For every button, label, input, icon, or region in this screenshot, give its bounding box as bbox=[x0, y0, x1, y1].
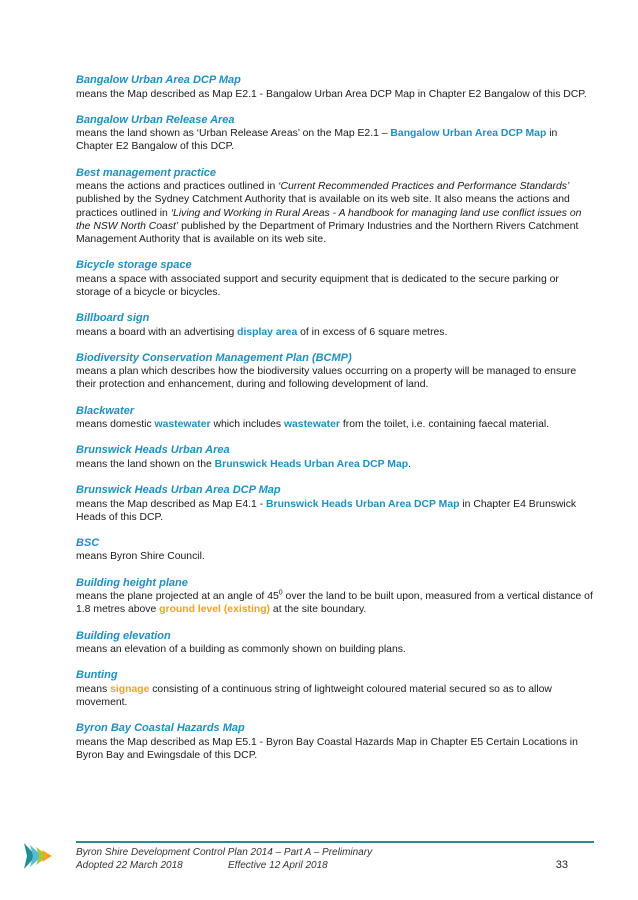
glossary-term: Blackwater bbox=[76, 404, 135, 417]
glossary-term: Bunting bbox=[76, 669, 118, 682]
definition-text: published by the Department of Primary Industries and the Northern Rivers Catchment Management Authority that is available on its web site. bbox=[76, 220, 579, 245]
glossary-entry bbox=[76, 577, 596, 617]
definition-text: from the toilet, i.e. containing faecal material. bbox=[339, 419, 550, 431]
glossary-entry bbox=[76, 484, 596, 524]
italic-text: ‘Current Recommended Practices and Performance Standards’ bbox=[278, 181, 570, 193]
definition-text: means the plane projected at an angle of 45 bbox=[76, 591, 279, 603]
definition-text: means domestic bbox=[76, 419, 155, 431]
glossary-entry bbox=[76, 669, 596, 709]
glossary-entry bbox=[76, 259, 596, 299]
glossary-definition bbox=[76, 498, 596, 524]
definition-text: of in excess of 6 square metres. bbox=[297, 326, 448, 338]
definition-text: means the Map described as Map E5.1 - Byron Bay Coastal Hazards Map in Chapter E5 Certain Locations in Byron Bay and Ewingsdale of this DCP. bbox=[76, 736, 578, 761]
glossary-entry bbox=[76, 167, 596, 247]
definition-text: means the actions and practices outlined in bbox=[76, 181, 279, 193]
glossary-entry bbox=[76, 537, 596, 564]
glossary-definition bbox=[76, 683, 596, 709]
glossary-definition bbox=[76, 643, 596, 656]
definition-text: means a plan which describes how the biodiversity values occurring on a property will be managed to ensure their protection and enhancement, during and following development of land. bbox=[76, 366, 577, 391]
cross-reference-link[interactable]: display area bbox=[237, 326, 298, 338]
definition-text: means the Map described as Map E2.1 - Bangalow Urban Area DCP Map in Chapter E2 Bangalow of this DCP. bbox=[76, 88, 587, 100]
cross-reference-link[interactable]: Brunswick Heads Urban Area DCP Map bbox=[214, 458, 409, 470]
footer-rule bbox=[76, 841, 594, 843]
glossary-definition bbox=[76, 273, 596, 299]
definition-text: over the land to be built upon, measured from a vertical distance of 1.8 metres above bbox=[76, 591, 593, 616]
glossary-definition bbox=[76, 736, 596, 762]
definition-text: means the land shown as ‘Urban Release Areas’ on the Map E2.1 – bbox=[76, 128, 391, 140]
definition-text: means a board with an advertising bbox=[76, 326, 238, 338]
footer-effective-date: Effective 12 April 2018 bbox=[228, 860, 328, 871]
glossary-definition bbox=[76, 365, 596, 391]
cross-reference-link[interactable]: wastewater bbox=[154, 419, 211, 431]
glossary-definition bbox=[76, 127, 596, 153]
glossary-definition bbox=[76, 550, 596, 563]
definition-text: published by the Sydney Catchment Authority that is available on its web site. It also means the actions and practices outlined in bbox=[76, 194, 570, 219]
definition-text: means an elevation of a building as commonly shown on building plans. bbox=[76, 644, 406, 656]
definition-text: means a space with associated support and security equipment that is dedicated to the secure parking or storage of a bicycle or bicycles. bbox=[76, 273, 559, 298]
definition-text: means the Map described as Map E4.1 - bbox=[76, 498, 267, 510]
glossary-definition bbox=[76, 458, 596, 471]
glossary-term: Brunswick Heads Urban Area bbox=[76, 444, 230, 457]
definition-text: in Chapter E4 Brunswick Heads of this DCP. bbox=[76, 498, 577, 523]
italic-text: ‘Living and Working in Rural Areas - A handbook for managing land use conflict issues on the NSW North Coast’ bbox=[76, 207, 582, 232]
glossary-entry bbox=[76, 114, 596, 154]
definition-text: at the site boundary. bbox=[270, 604, 367, 616]
glossary-term: Building elevation bbox=[76, 629, 171, 642]
glossary-entry bbox=[76, 352, 596, 392]
glossary-content bbox=[76, 74, 596, 775]
glossary-definition bbox=[76, 590, 596, 616]
footer-adopted-date: Adopted 22 March 2018 bbox=[76, 860, 183, 871]
footer-title: Byron Shire Development Control Plan 2014 – Part A – Preliminary bbox=[76, 847, 373, 858]
glossary-term: Brunswick Heads Urban Area DCP Map bbox=[76, 484, 281, 497]
glossary-term: Building height plane bbox=[76, 576, 188, 589]
glossary-term: Best management practice bbox=[76, 166, 216, 179]
glossary-term: Bangalow Urban Release Area bbox=[76, 113, 235, 126]
superscript: 0 bbox=[278, 589, 283, 597]
cross-reference-link[interactable]: Brunswick Heads Urban Area DCP Map bbox=[266, 498, 460, 510]
definition-text: means bbox=[76, 683, 111, 695]
glossary-term: BSC bbox=[76, 536, 100, 549]
cross-reference-link[interactable]: Bangalow Urban Area DCP Map bbox=[390, 128, 547, 140]
definition-text: means the land shown on the bbox=[76, 458, 215, 470]
definition-text: means Byron Shire Council. bbox=[76, 551, 205, 563]
definition-text: . bbox=[408, 458, 411, 470]
glossary-definition bbox=[76, 180, 596, 246]
glossary-entry bbox=[76, 444, 596, 471]
glossary-entry bbox=[76, 312, 596, 339]
footer bbox=[76, 846, 594, 872]
glossary-entry bbox=[76, 630, 596, 657]
glossary-term: Billboard sign bbox=[76, 312, 150, 325]
page-number: 33 bbox=[555, 859, 568, 871]
glossary-entry bbox=[76, 405, 596, 432]
council-logo-icon bbox=[22, 840, 54, 872]
glossary-term: Bicycle storage space bbox=[76, 259, 192, 272]
definition-text: consisting of a continuous string of lightweight coloured material secured so as to allow movement. bbox=[76, 683, 552, 708]
glossary-entry bbox=[76, 74, 596, 101]
term-reference-link[interactable]: signage bbox=[110, 683, 150, 695]
glossary-entry bbox=[76, 722, 596, 762]
glossary-definition bbox=[76, 326, 596, 339]
glossary-term: Biodiversity Conservation Management Plan (BCMP) bbox=[76, 351, 352, 364]
definition-text: in Chapter E2 Bangalow of this DCP. bbox=[76, 128, 558, 153]
glossary-term: Byron Bay Coastal Hazards Map bbox=[76, 722, 245, 735]
definition-text: which includes bbox=[210, 419, 284, 431]
term-reference-link[interactable]: ground level (existing) bbox=[159, 604, 271, 616]
cross-reference-link[interactable]: wastewater bbox=[283, 419, 340, 431]
glossary-definition bbox=[76, 88, 596, 101]
glossary-definition bbox=[76, 418, 596, 431]
glossary-term: Bangalow Urban Area DCP Map bbox=[76, 74, 241, 86]
